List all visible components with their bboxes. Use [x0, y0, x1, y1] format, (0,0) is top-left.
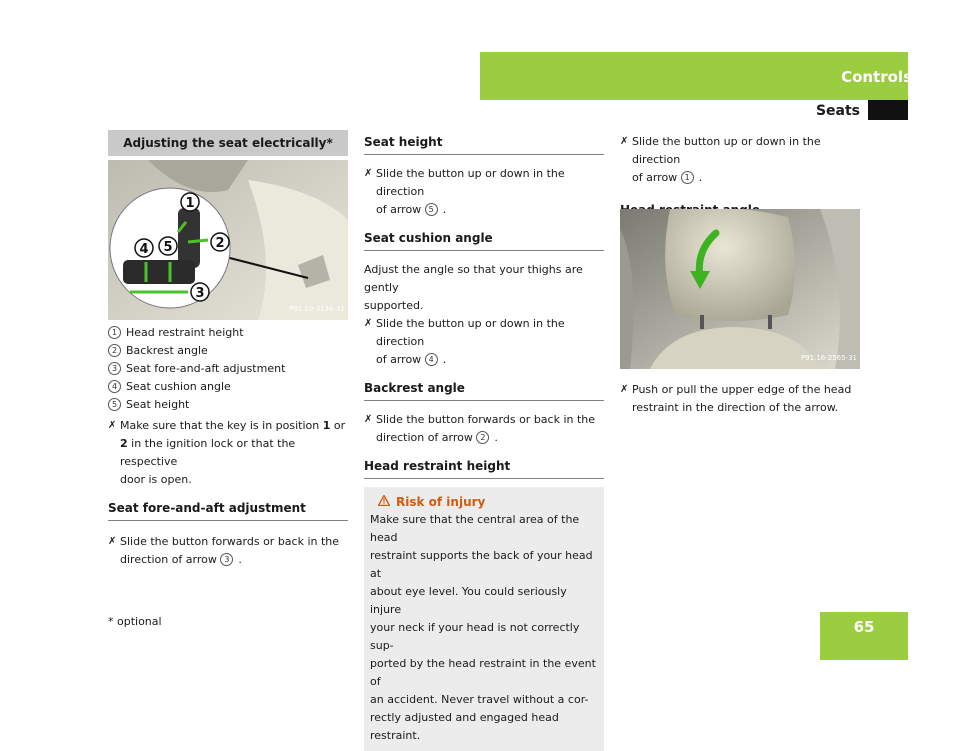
- arrow-icon: ✗: [108, 536, 117, 547]
- head-restraint-step: ✗ Slide the button up or down in the direction of arrow 1 .: [620, 135, 821, 184]
- warning-line: about eye level. You could seriously injure: [370, 585, 567, 616]
- legend-item: 1 Head restraint height: [108, 324, 348, 342]
- legend-item: 3 Seat fore-and-aft adjustment: [108, 360, 348, 378]
- legend-item: 4 Seat cushion angle: [108, 378, 348, 396]
- warning-title: Risk of injury: [370, 493, 598, 511]
- legend-list: [108, 324, 348, 569]
- heading-fore-aft: Seat fore-and-aft adjustment: [108, 499, 348, 521]
- warning-line: your neck if your head is not correctly sup-: [370, 621, 580, 652]
- backrest-step: ✗ Slide the button forwards or back in the direction of arrow 2 .: [364, 413, 596, 444]
- heading-head-restraint-height: Head restraint height: [364, 457, 604, 479]
- heading-backrest-angle: Backrest angle: [364, 379, 604, 401]
- callout-1: 1: [185, 196, 195, 211]
- seat-controls-illustration: [108, 160, 348, 320]
- warning-line: Make sure that the central area of the head: [370, 513, 580, 544]
- seat-height-step: ✗ Slide the button up or down in the direction of arrow 5 .: [364, 167, 565, 216]
- cushion-step: ✗ Slide the button up or down in the direction of arrow 4 .: [364, 317, 565, 366]
- image-code: P91.16-2565-31: [800, 354, 857, 362]
- heading-cushion-angle: Seat cushion angle: [364, 229, 604, 251]
- callout-3: 3: [195, 286, 205, 301]
- callout-4: 4: [139, 242, 149, 257]
- callout-2: 2: [215, 236, 225, 251]
- callout-5: 5: [163, 240, 173, 255]
- arrow-icon: ✗: [108, 420, 117, 431]
- heading-seat-height: Seat height: [364, 133, 604, 155]
- key-position-step: ✗ Make sure that the key is in position 1 or 2 in the ignition lock or that the respective door is open.: [108, 419, 346, 486]
- footnote: * optional: [108, 615, 162, 628]
- header-marker: [868, 100, 908, 120]
- warning-box: [364, 487, 604, 751]
- seat-controls-image: [108, 160, 348, 320]
- warning-line: ported by the head restraint in the event of: [370, 657, 596, 688]
- arrow-icon: ✗: [620, 136, 629, 147]
- warning-triangle-icon: [378, 493, 390, 511]
- cushion-paragraph: Adjust the angle so that your thighs are gently supported.: [364, 263, 583, 312]
- section-title: Controls: [841, 68, 912, 86]
- section-heading-electric: Adjusting the seat electrically*: [108, 130, 348, 156]
- column-1: [108, 130, 348, 566]
- arrow-icon: ✗: [364, 168, 373, 179]
- subsection-title: Seats: [815, 103, 860, 119]
- head-restraint-illustration: [620, 209, 860, 369]
- legend-item: 5 Seat height: [108, 396, 348, 414]
- arrow-icon: ✗: [620, 384, 629, 395]
- page-number: 65: [853, 618, 875, 636]
- warning-line: rectly adjusted and engaged head restraint.: [370, 711, 559, 742]
- warning-line: restraint supports the back of your head at: [370, 549, 593, 580]
- image-code: P91.10-3136-31: [288, 305, 345, 313]
- arrow-icon: ✗: [364, 318, 373, 329]
- column-3: [620, 133, 860, 414]
- column-2: [364, 133, 604, 751]
- angle-step: ✗ Push or pull the upper edge of the head restraint in the direction of the arrow.: [620, 383, 852, 414]
- legend-item: 2 Backrest angle: [108, 342, 348, 360]
- head-restraint-image: [620, 209, 860, 369]
- arrow-icon: ✗: [364, 414, 373, 425]
- warning-line: an accident. Never travel without a cor-: [370, 693, 589, 706]
- fore-aft-step: ✗ Slide the button forwards or back in the direction of arrow 3 .: [108, 535, 340, 566]
